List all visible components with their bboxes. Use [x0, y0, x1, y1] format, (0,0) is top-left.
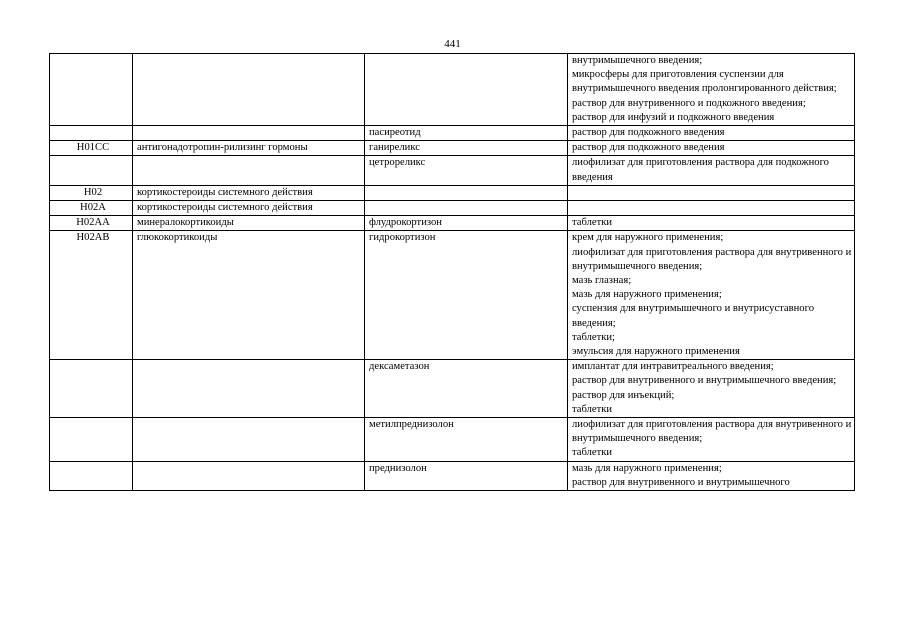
dosage-form-item: таблетки — [572, 447, 613, 459]
atc-code-cell — [50, 156, 133, 185]
dosage-forms-cell — [568, 141, 855, 156]
page-number: 441 — [444, 38, 461, 50]
drug-name-cell: гидрокортизон — [365, 231, 568, 360]
table-row — [50, 156, 855, 185]
dosage-forms-cell — [568, 231, 855, 360]
dosage-form-item — [572, 186, 854, 200]
atc-code-cell: H02AA — [50, 216, 133, 231]
drug-name-cell — [365, 201, 568, 216]
dosage-form-item: лиофилизат для приготовления раствора для внутривенного и внутримышечного введения; — [572, 246, 852, 272]
atc-code-cell: H02 — [50, 185, 133, 200]
atc-code-cell — [50, 126, 133, 141]
atc-code-cell: H02AB — [50, 231, 133, 360]
dosage-forms-cell — [568, 418, 855, 462]
dosage-form-item: раствор для внутривенного и подкожного введения; — [572, 97, 806, 109]
group-name-cell — [133, 126, 365, 141]
dosage-form-item — [572, 201, 854, 215]
group-name-cell — [133, 418, 365, 462]
dosage-forms-cell — [568, 54, 855, 126]
group-name-cell — [133, 54, 365, 126]
dosage-form-item: таблетки — [572, 403, 613, 415]
drug-name-cell: метилпреднизолон — [365, 418, 568, 462]
dosage-forms-cell — [568, 360, 855, 418]
drug-name-cell: цетрореликс — [365, 156, 568, 185]
dosage-forms-cell — [568, 156, 855, 185]
dosage-form-item: внутримышечного введения; — [572, 55, 703, 66]
dosage-form-item: таблетки; — [572, 331, 615, 343]
table-row — [50, 54, 855, 126]
dosage-form-item: микросферы для приготовления суспензии для внутримышечного введения пролонгированного действия; — [572, 69, 837, 95]
group-name-cell: кортикостероиды системного действия — [133, 201, 365, 216]
drug-name-cell — [365, 54, 568, 126]
group-name-cell: глюкокортикоиды — [133, 231, 365, 360]
group-name-cell — [133, 461, 365, 490]
dosage-form-item: мазь для наружного применения; — [572, 289, 722, 301]
dosage-form-item: эмульсия для наружного применения — [572, 346, 740, 358]
dosage-forms-cell — [568, 216, 855, 231]
atc-code-cell: H02A — [50, 201, 133, 216]
dosage-form-item: крем для наружного применения; — [572, 232, 724, 244]
dosage-form-item: таблетки — [572, 217, 613, 229]
dosage-form-item: мазь для наружного применения; — [572, 462, 722, 474]
dosage-form-item: раствор для подкожного введения — [572, 142, 725, 154]
dosage-form-item: лиофилизат для приготовления раствора для подкожного введения — [572, 157, 829, 183]
drug-name-cell: пасиреотид — [365, 126, 568, 141]
drug-name-cell: ганиреликс — [365, 141, 568, 156]
drug-table — [49, 53, 855, 491]
group-name-cell — [133, 156, 365, 185]
dosage-forms-cell — [568, 201, 855, 216]
dosage-form-item: раствор для внутривенного и внутримышечного — [572, 476, 790, 488]
group-name-cell: антигонадотропин-рилизинг гормоны — [133, 141, 365, 156]
table-row — [50, 201, 855, 216]
dosage-form-item: мазь глазная; — [572, 275, 632, 287]
table-row — [50, 216, 855, 231]
group-name-cell: кортикостероиды системного действия — [133, 185, 365, 200]
drug-name-cell — [365, 185, 568, 200]
dosage-form-item: раствор для внутривенного и внутримышечного введения; — [572, 375, 837, 387]
table-row — [50, 360, 855, 418]
table-row — [50, 141, 855, 156]
drug-name-cell: дексаметазон — [365, 360, 568, 418]
dosage-form-item: лиофилизат для приготовления раствора для внутривенного и внутримышечного введения; — [572, 419, 852, 445]
atc-code-cell — [50, 461, 133, 490]
dosage-forms-cell — [568, 461, 855, 490]
table-row — [50, 418, 855, 462]
dosage-form-item: раствор для инъекций; — [572, 389, 675, 401]
table-body — [50, 54, 855, 491]
group-name-cell: минералокортикоиды — [133, 216, 365, 231]
atc-code-cell — [50, 360, 133, 418]
atc-code-cell: H01CC — [50, 141, 133, 156]
dosage-forms-cell — [568, 126, 855, 141]
drug-name-cell: флудрокортизон — [365, 216, 568, 231]
dosage-form-item: суспензия для внутримышечного и внутрисуставного введения; — [572, 303, 814, 329]
table-row — [50, 126, 855, 141]
table-row — [50, 185, 855, 200]
dosage-form-item: раствор для подкожного введения — [572, 127, 725, 139]
dosage-forms-cell — [568, 185, 855, 200]
drug-name-cell: преднизолон — [365, 461, 568, 490]
atc-code-cell — [50, 418, 133, 462]
group-name-cell — [133, 360, 365, 418]
table-row — [50, 231, 855, 360]
atc-code-cell — [50, 54, 133, 126]
table-row — [50, 461, 855, 490]
dosage-form-item: раствор для инфузий и подкожного введения — [572, 111, 775, 123]
dosage-form-item: имплантат для интравитреального введения; — [572, 361, 774, 373]
